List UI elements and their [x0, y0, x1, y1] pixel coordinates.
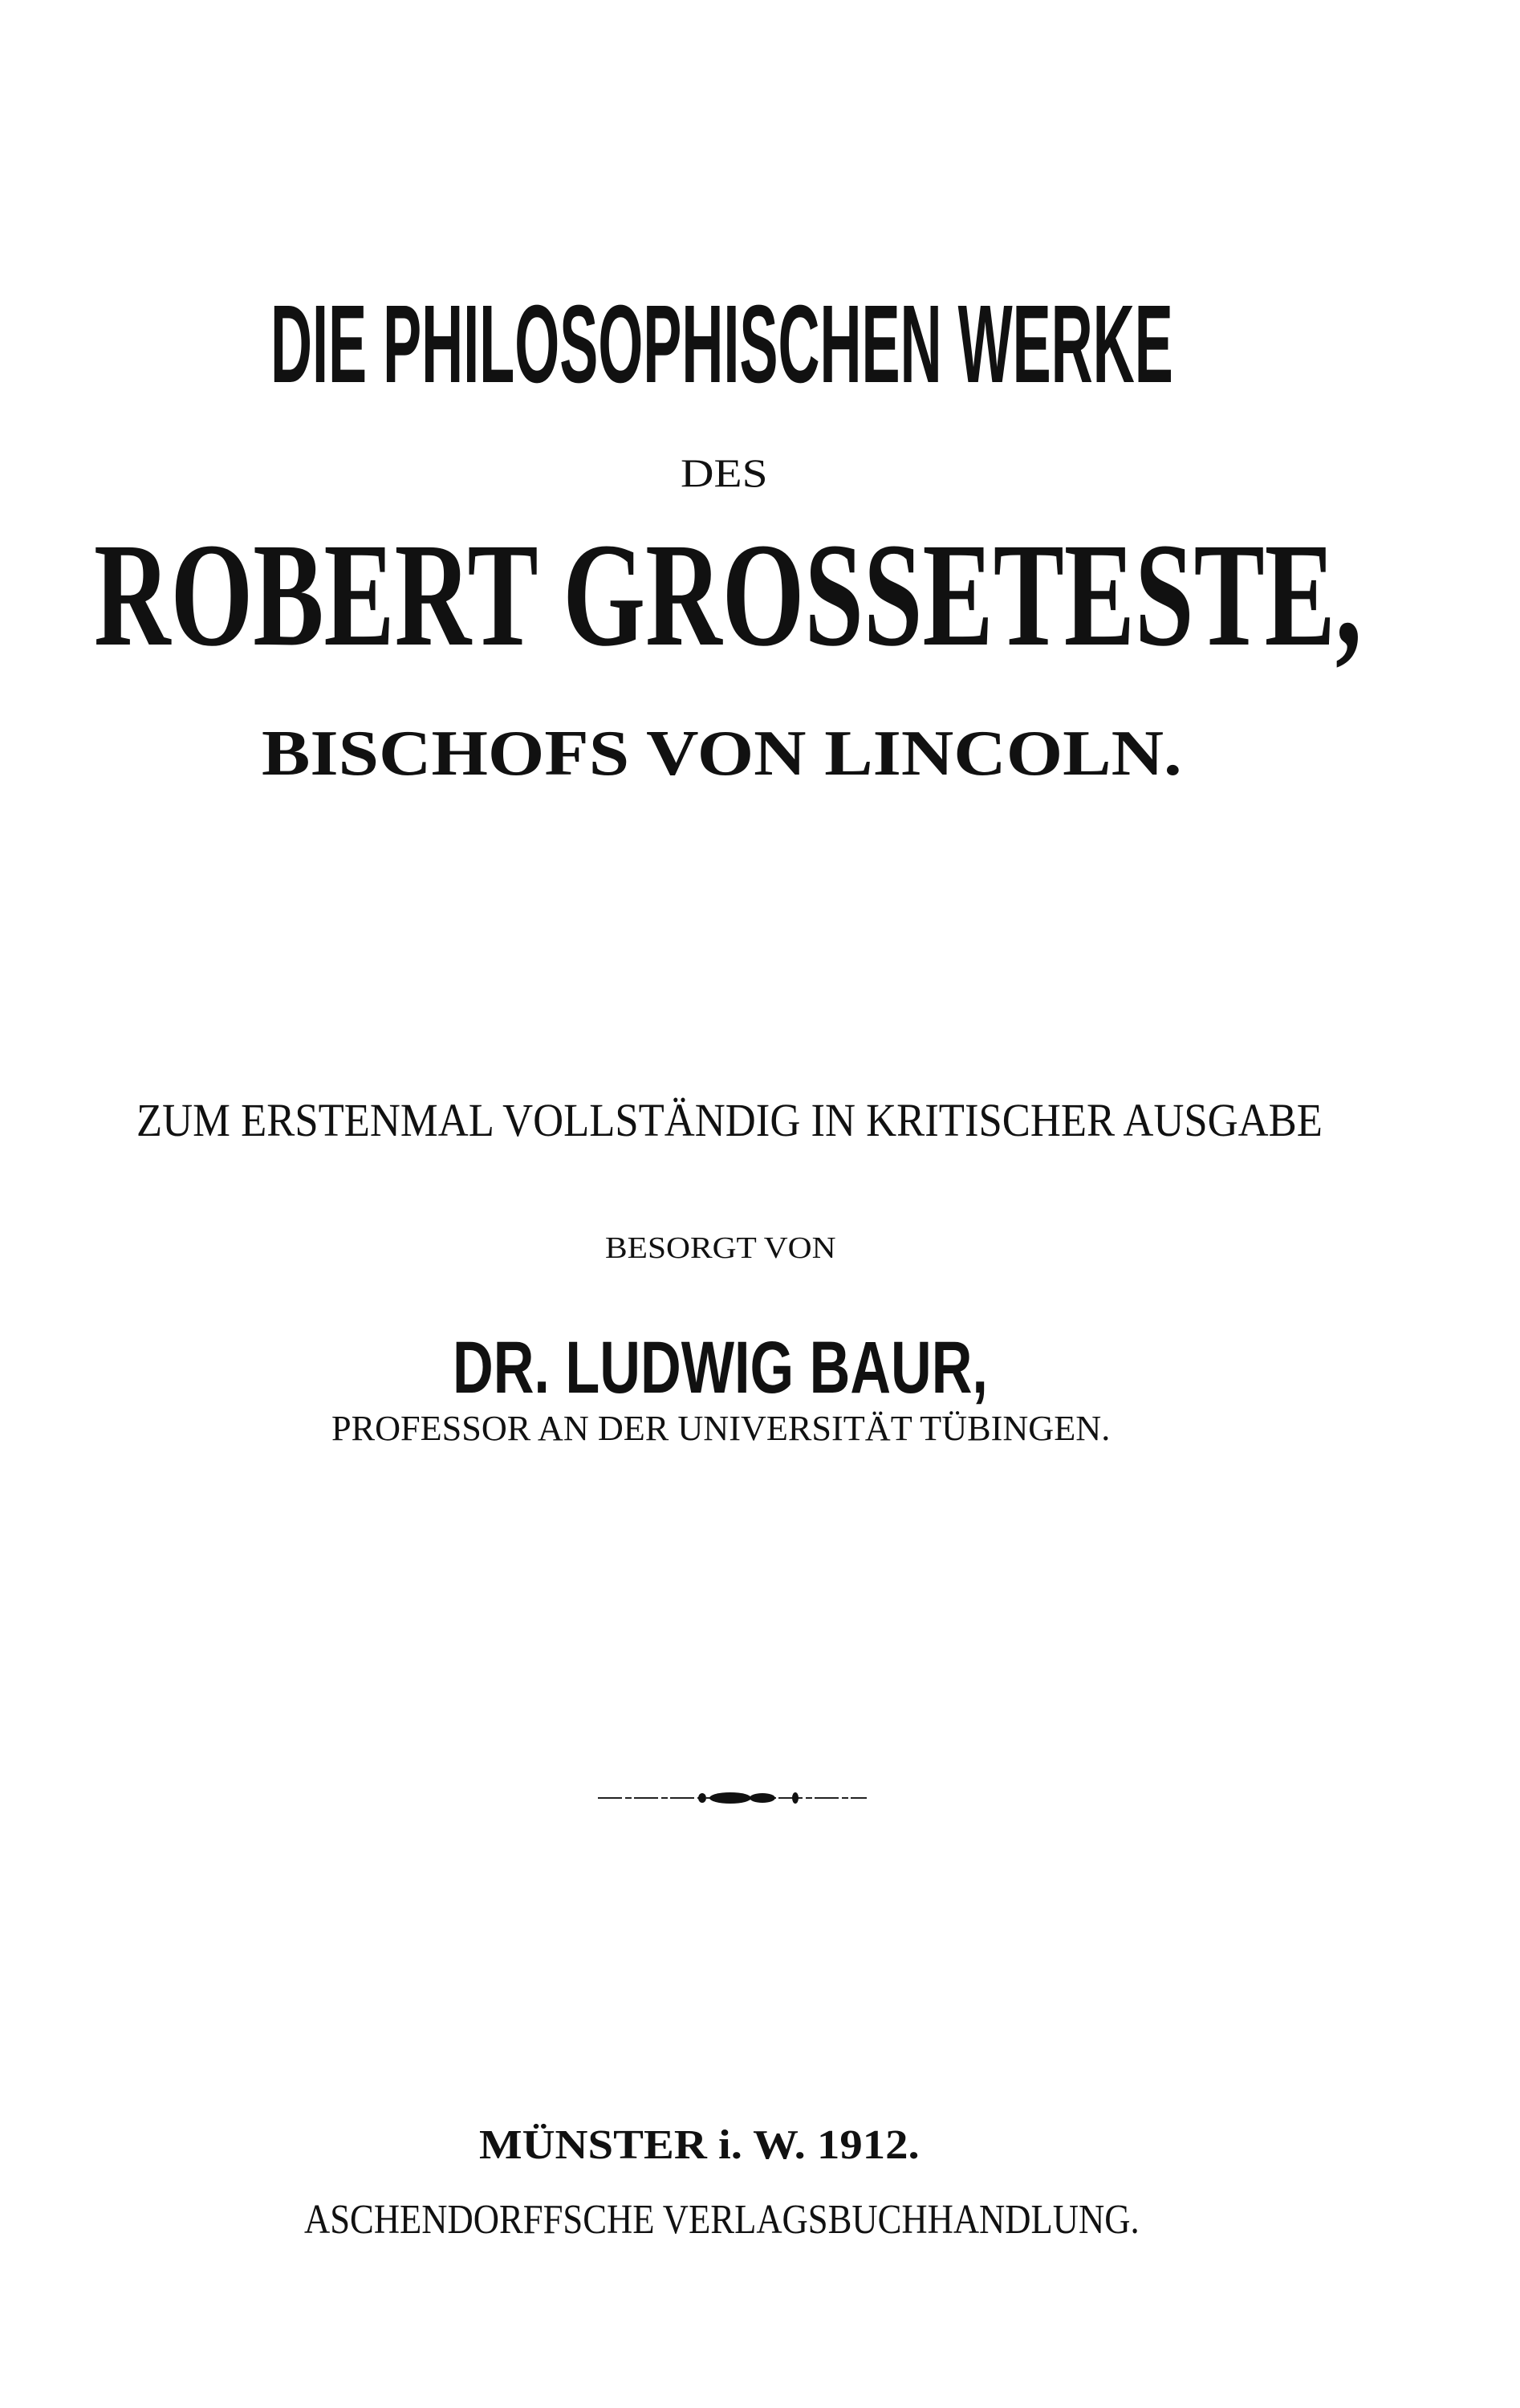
- author-title: BISCHOFS VON LINCOLN.: [262, 718, 1182, 789]
- title-line-1: DIE PHILOSOPHISCHEN WERKE: [270, 283, 1173, 406]
- editor-title: PROFESSOR AN DER UNIVERSITÄT TÜBINGEN.: [331, 1409, 1111, 1448]
- edition-note: ZUM ERSTENMAL VOLLSTÄNDIG IN KRITISCHER AUSGABE: [136, 1094, 1323, 1146]
- ornamental-rule: [598, 1792, 867, 1804]
- edited-by: BESORGT VON: [605, 1231, 836, 1265]
- publisher: ASCHENDORFFSCHE VERLAGSBUCHHANDLUNG.: [304, 2197, 1140, 2243]
- editor-name: DR. LUDWIG BAUR,: [453, 1327, 988, 1409]
- author-name: ROBERT GROSSETESTE,: [94, 513, 1362, 677]
- imprint-place-year: MÜNSTER i. W. 1912.: [479, 2122, 920, 2168]
- title-line-2: DES: [681, 450, 768, 495]
